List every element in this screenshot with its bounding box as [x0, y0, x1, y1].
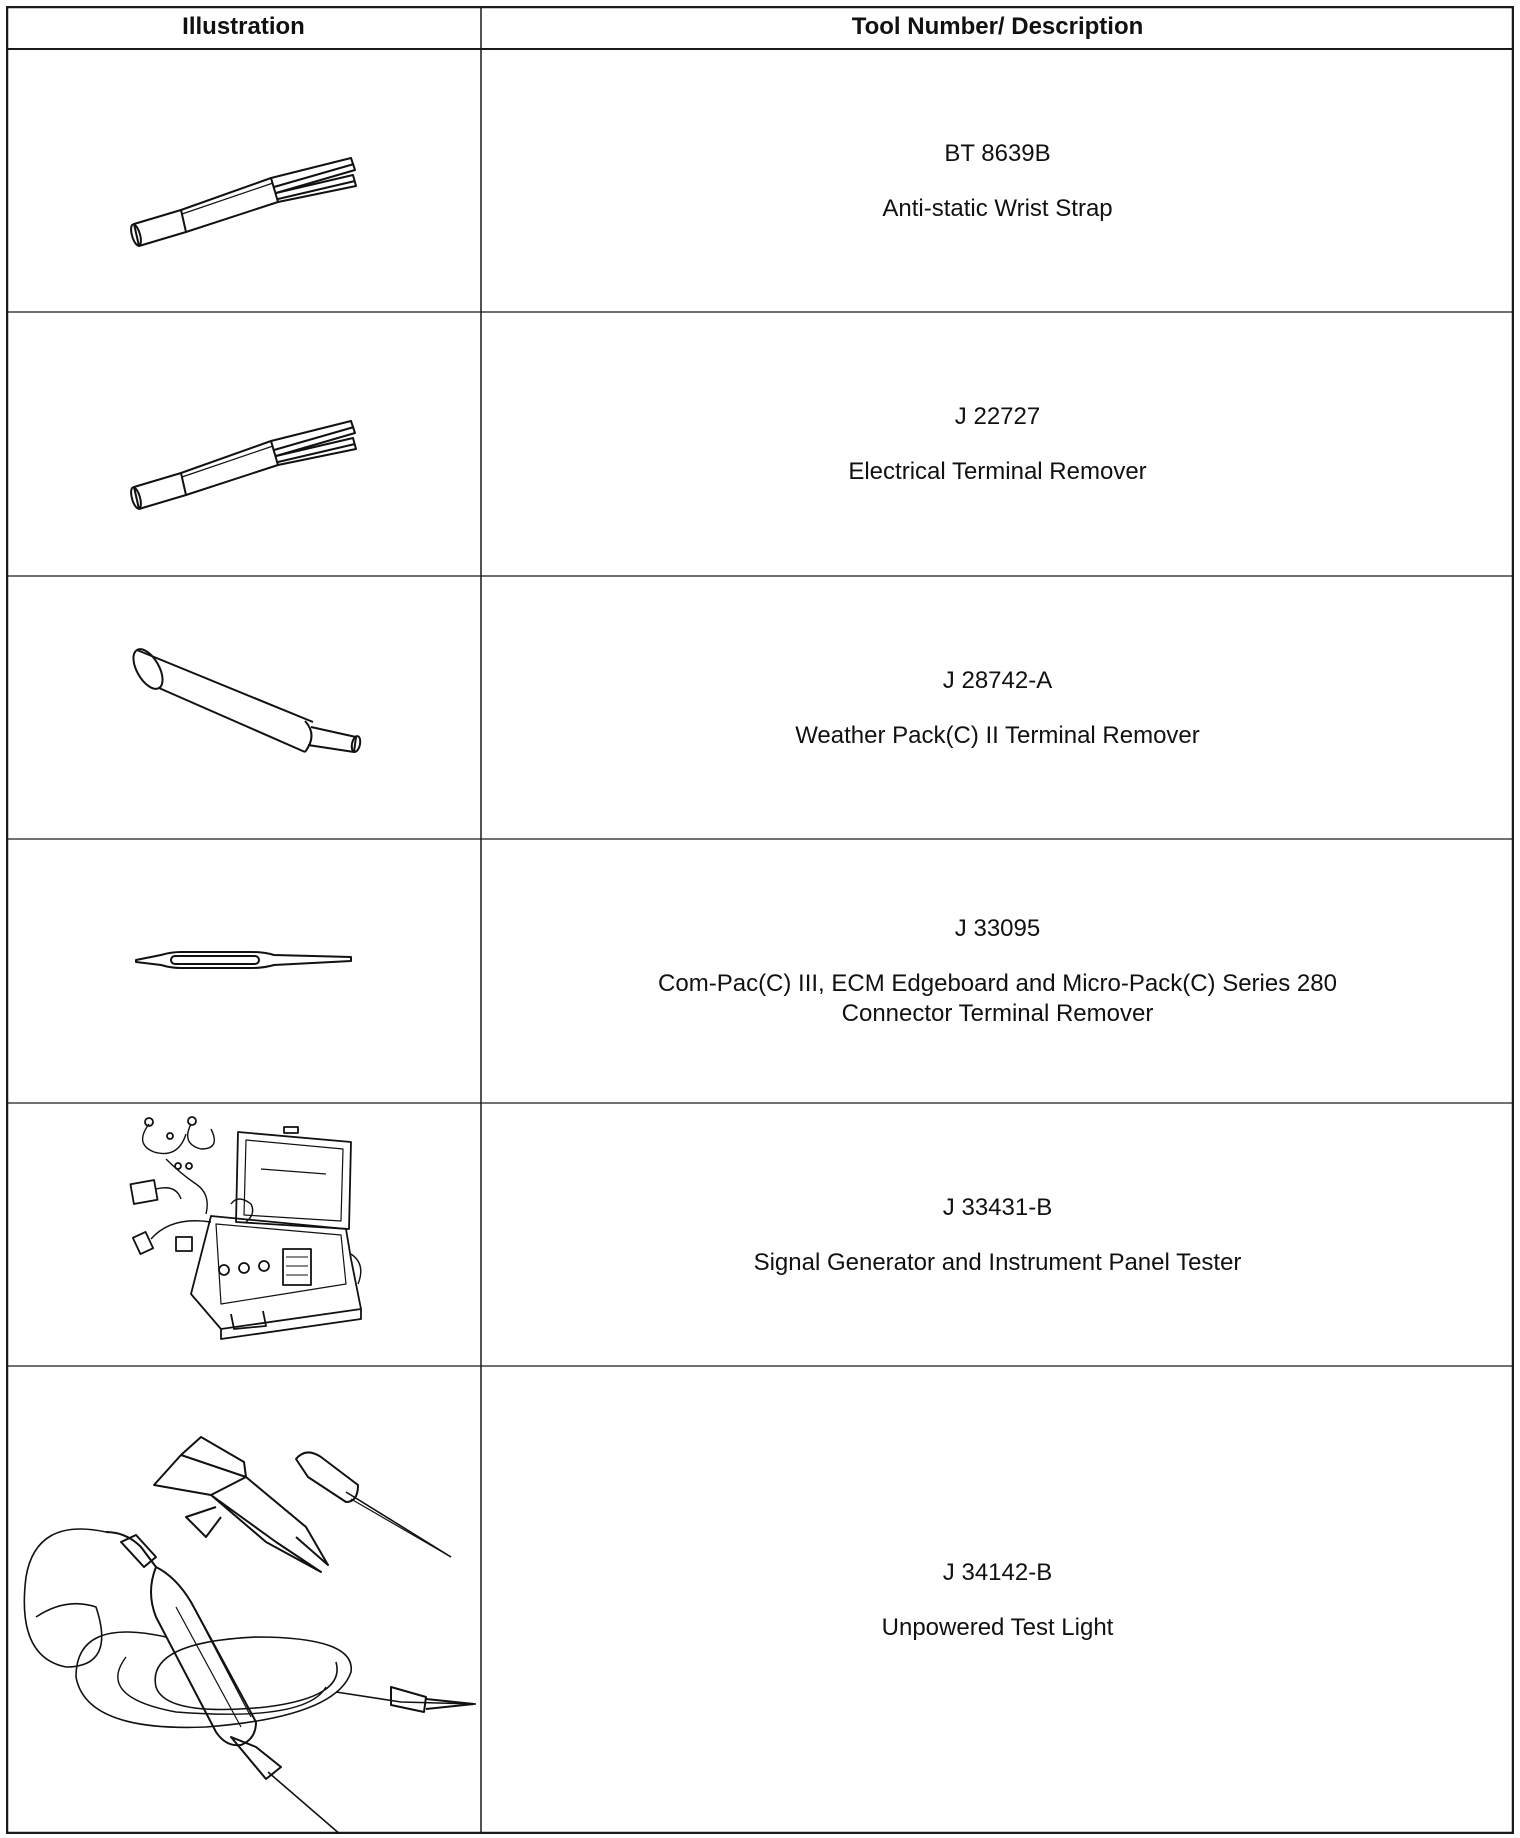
tool-number: J 34142-B: [942, 1559, 1053, 1586]
row-1-illustration: [6, 50, 481, 312]
row-3-illustration: [6, 577, 481, 839]
row-6-description-cell: [481, 1367, 1514, 1834]
pin-remover-icon: [6, 577, 481, 839]
description-line: Weather Pack(C) II Terminal Remover: [795, 721, 1200, 749]
test-light-icon: [6, 1367, 481, 1834]
description-line: Anti-static Wrist Strap: [882, 194, 1113, 222]
row-3-description-cell: [481, 577, 1514, 839]
tester-kit-icon: [6, 1104, 481, 1366]
description-line: Unpowered Test Light: [881, 1614, 1114, 1641]
row-6-illustration: [6, 1367, 481, 1834]
row-4-description-cell: [481, 840, 1514, 1103]
header-illustration: Illustration: [182, 13, 305, 40]
tool-description: [882, 194, 1112, 224]
tool-number: J 33095: [954, 915, 1041, 942]
row-5-illustration: [6, 1104, 481, 1366]
tool-number: BT 8639B: [944, 139, 1051, 167]
description-line: Signal Generator and Instrument Panel Tester: [753, 1248, 1242, 1276]
row-5-description-cell: [481, 1104, 1514, 1366]
tool-number: J 33431-B: [942, 1193, 1053, 1221]
terminal-remover-icon: [6, 50, 481, 312]
tool-number: J 22727: [954, 403, 1041, 430]
flat-pick-icon: [6, 840, 481, 1103]
tool-description: [848, 457, 1146, 487]
row-2-description-cell: [481, 313, 1514, 576]
tool-description: [795, 721, 1200, 751]
tool-number: J 28742-A: [942, 666, 1053, 694]
description-line: Connector Terminal Remover: [841, 1000, 1154, 1027]
tool-table: [6, 6, 1514, 1834]
description-line: Electrical Terminal Remover: [848, 458, 1147, 485]
row-4-illustration: [6, 840, 481, 1103]
header-description: Tool Number/ Description: [851, 13, 1144, 40]
row-2-illustration: [6, 313, 481, 576]
terminal-remover-icon: [6, 313, 481, 576]
row-1-description-cell: [481, 50, 1514, 312]
tool-description: [658, 969, 1337, 1029]
tool-description: [882, 1613, 1114, 1643]
description-line: Com-Pac(C) III, ECM Edgeboard and Micro-Pack(C) Series 280: [658, 970, 1337, 997]
tool-description: [754, 1248, 1242, 1278]
